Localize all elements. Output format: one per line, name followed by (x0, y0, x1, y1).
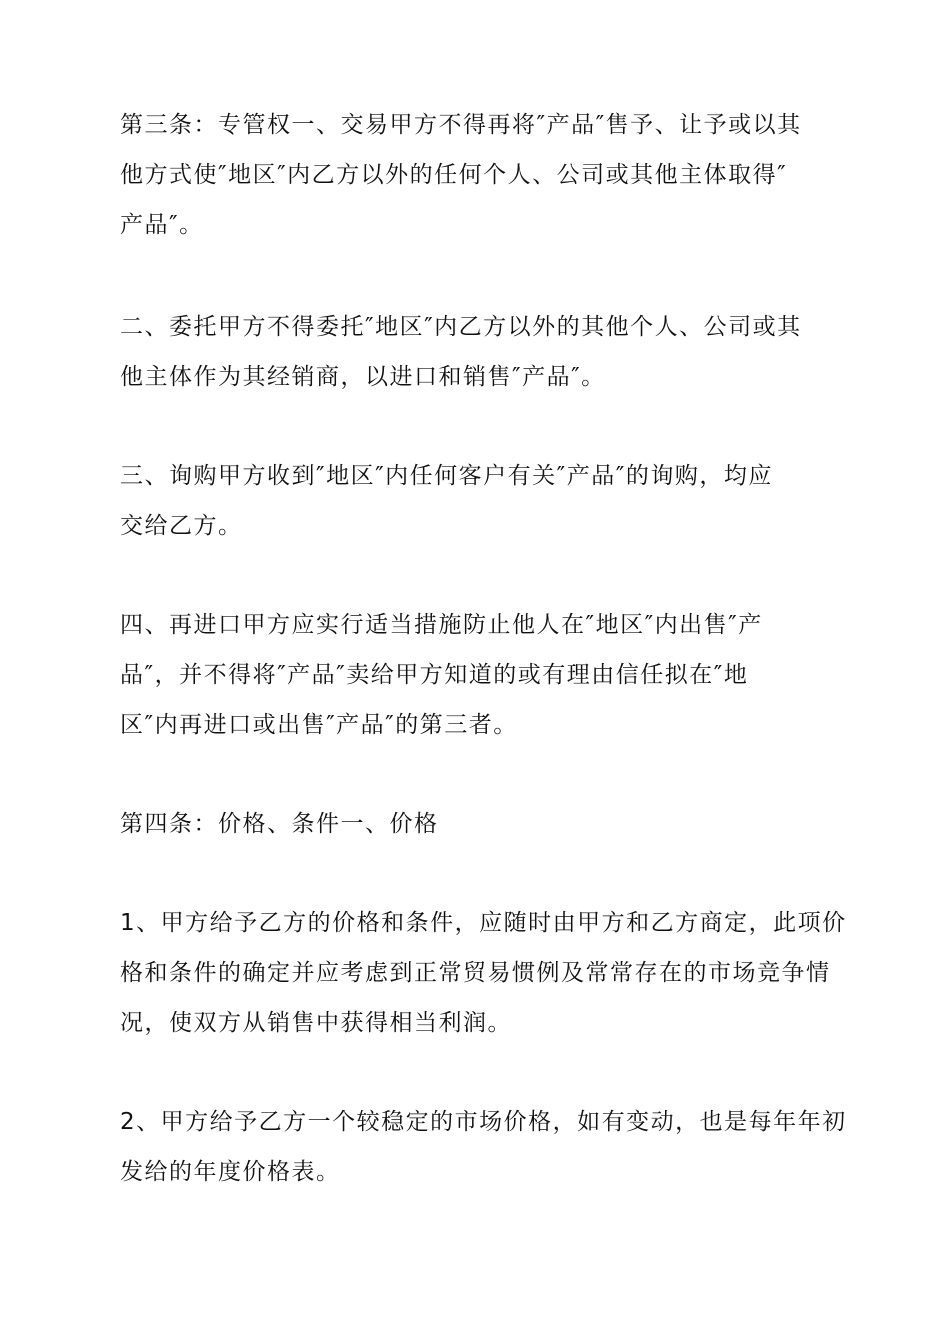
text-line: 区″内再进口或出售″产品″的第三者。 (120, 712, 518, 738)
price-clause-2-paragraph (120, 1097, 847, 1197)
text-line: 第四条：价格、条件一、价格 (120, 811, 439, 837)
text-line: 1、甲方给予乙方的价格和条件，应随时由甲方和乙方商定，此项价 (120, 910, 847, 936)
text-line: 二、委托甲方不得委托″地区″内乙方以外的其他个人、公司或其 (120, 314, 802, 340)
text-line: 格和条件的确定并应考虑到正常贸易惯例及常常存在的市场竞争情 (120, 960, 831, 986)
text-line: 四、再进口甲方应实行适当措施防止他人在″地区″内出售″产 (120, 612, 763, 638)
text-line: 他主体作为其经销商，以进口和销售″产品″。 (120, 364, 606, 390)
text-line: 三、询购甲方收到″地区″内任何客户有关″产品″的询购，均应 (120, 463, 773, 489)
text-line: 品″，并不得将″产品″卖给甲方知道的或有理由信任拟在″地 (120, 662, 749, 688)
text-line: 产品″。 (120, 212, 204, 238)
text-line: 第三条：专管权一、交易甲方不得再将″产品″售予、让予或以其 (120, 112, 802, 138)
text-line: 况，使双方从销售中获得相当利润。 (120, 1010, 512, 1036)
text-line: 他方式使″地区″内乙方以外的任何个人、公司或其他主体取得″ (120, 162, 788, 188)
inquiry-paragraph (120, 451, 832, 551)
reimport-paragraph (120, 600, 832, 750)
price-clause-1-paragraph (120, 898, 847, 1048)
text-line: 发给的年度价格表。 (120, 1159, 341, 1185)
entrust-paragraph (120, 302, 832, 402)
text-line: 2、甲方给予乙方一个较稳定的市场价格，如有变动，也是每年年初 (120, 1109, 847, 1135)
article-3-paragraph (120, 100, 832, 250)
text-line: 交给乙方。 (120, 513, 243, 539)
article-4-heading (120, 799, 832, 849)
